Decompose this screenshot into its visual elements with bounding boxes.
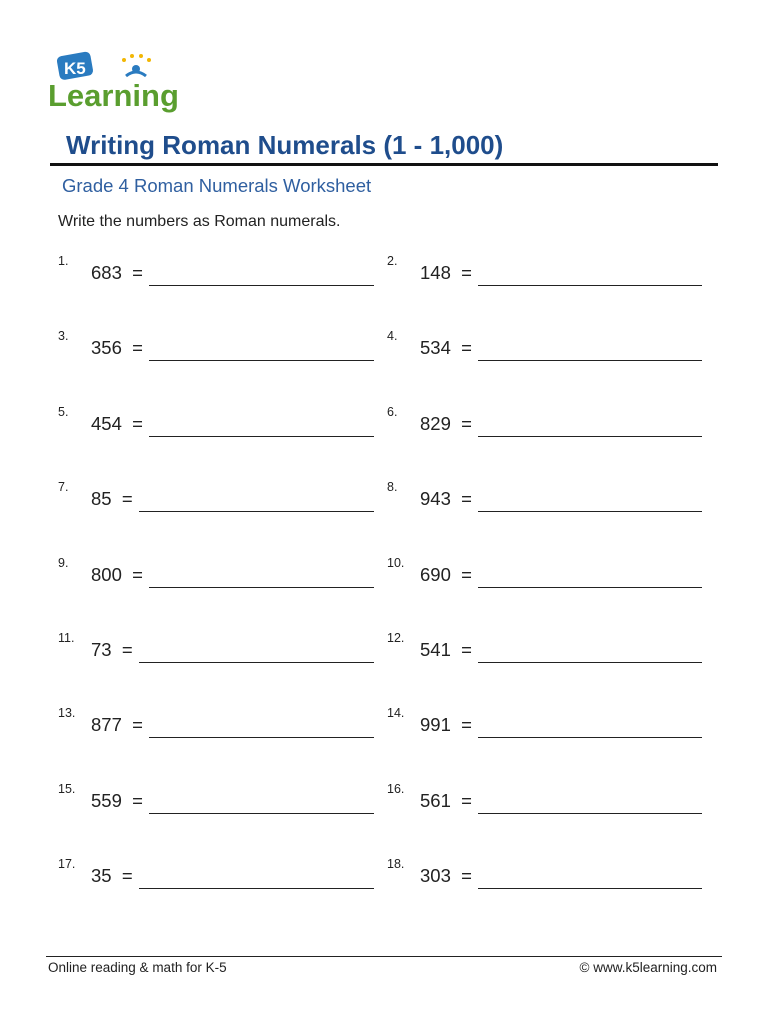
- equals-sign: =: [132, 262, 143, 283]
- equals-sign: =: [461, 789, 472, 811]
- problem-number: 2.: [387, 254, 398, 268]
- problem-expression: [420, 337, 472, 359]
- problem-expression: [420, 564, 472, 586]
- problem-number: 11.: [58, 631, 75, 645]
- problem-expression: [91, 865, 133, 887]
- problem-item: [387, 254, 717, 288]
- problem-number: 10.: [387, 555, 405, 570]
- equals-sign: =: [461, 714, 472, 736]
- problem-value: 683: [91, 262, 122, 283]
- problem-number: 7.: [58, 480, 69, 495]
- footer-divider: [46, 956, 722, 957]
- footer-website: © www.k5learning.com: [579, 960, 717, 975]
- problem-number: 8.: [387, 480, 398, 495]
- answer-line[interactable]: [478, 360, 702, 361]
- equals-sign: =: [132, 412, 143, 434]
- problem-number: 4.: [387, 329, 398, 344]
- problem-value: 943: [420, 488, 451, 510]
- instructions: Write the numbers as Roman numerals.: [58, 213, 341, 230]
- answer-line[interactable]: [478, 436, 702, 437]
- answer-line[interactable]: [149, 813, 374, 814]
- logo-word-text: Learning: [48, 78, 179, 113]
- answer-line[interactable]: [149, 285, 374, 286]
- problem-item: [58, 782, 388, 816]
- answer-line[interactable]: [478, 511, 702, 512]
- problem-item: [58, 329, 388, 363]
- problem-expression: [420, 262, 472, 284]
- problem-item: [387, 782, 717, 816]
- problem-expression: [91, 564, 143, 586]
- answer-line[interactable]: [478, 737, 702, 738]
- problem-number: 15.: [58, 781, 76, 796]
- problem-expression: [420, 639, 472, 661]
- equals-sign: =: [461, 412, 472, 434]
- footer-tagline: Online reading & math for K-5: [48, 960, 227, 975]
- equals-sign: =: [461, 262, 472, 283]
- problem-value: 454: [91, 412, 122, 434]
- problem-item: [58, 254, 388, 288]
- problem-number: 16.: [387, 781, 405, 796]
- problem-number: 1.: [58, 254, 69, 268]
- problem-expression: [420, 865, 472, 887]
- problem-item: [387, 706, 717, 740]
- problem-number: 9.: [58, 555, 69, 570]
- problem-value: 829: [420, 412, 451, 434]
- equals-sign: =: [461, 639, 472, 660]
- equals-sign: =: [132, 789, 143, 811]
- problem-value: 561: [420, 789, 451, 811]
- problem-value: 73: [91, 639, 112, 660]
- answer-line[interactable]: [149, 587, 374, 588]
- worksheet-subtitle: Grade 4 Roman Numerals Worksheet: [62, 175, 372, 196]
- problem-value: 85: [91, 488, 112, 510]
- problem-number: 12.: [387, 631, 405, 645]
- answer-line[interactable]: [478, 813, 702, 814]
- answer-line[interactable]: [478, 662, 702, 663]
- problem-item: [387, 631, 717, 665]
- equals-sign: =: [132, 714, 143, 736]
- problem-value: 877: [91, 714, 122, 736]
- problem-number: 17.: [58, 857, 76, 872]
- problem-item: [387, 480, 717, 514]
- problem-expression: [420, 488, 472, 510]
- problem-expression: [420, 714, 472, 736]
- problem-expression: [91, 337, 143, 359]
- answer-line[interactable]: [139, 662, 374, 663]
- answer-line[interactable]: [478, 888, 702, 889]
- problem-value: 541: [420, 639, 451, 660]
- problem-value: 35: [91, 865, 112, 887]
- answer-line[interactable]: [149, 360, 374, 361]
- answer-line[interactable]: [139, 511, 374, 512]
- problem-value: 303: [420, 865, 451, 887]
- problem-number: 6.: [387, 404, 398, 419]
- problem-item: [58, 405, 388, 439]
- problem-value: 534: [420, 337, 451, 359]
- problem-number: 5.: [58, 404, 69, 419]
- problem-number: 18.: [387, 857, 405, 872]
- worksheet-title: Writing Roman Numerals (1 - 1,000): [66, 130, 504, 160]
- problem-item: [387, 329, 717, 363]
- equals-sign: =: [121, 639, 133, 660]
- problem-item: [387, 556, 717, 590]
- problem-value: 559: [91, 789, 122, 811]
- answer-line[interactable]: [478, 285, 702, 286]
- equals-sign: =: [132, 563, 143, 585]
- problem-value: 800: [91, 563, 122, 585]
- equals-sign: =: [461, 563, 472, 585]
- equals-sign: =: [121, 488, 133, 510]
- equals-sign: =: [461, 337, 472, 359]
- answer-line[interactable]: [149, 737, 374, 738]
- problem-number: 13.: [58, 706, 76, 721]
- equals-sign: =: [132, 337, 143, 359]
- problem-value: 148: [420, 262, 451, 283]
- problem-expression: [91, 488, 133, 510]
- problem-item: [387, 857, 717, 891]
- answer-line[interactable]: [149, 436, 374, 437]
- answer-line[interactable]: [139, 888, 374, 889]
- problem-number: 3.: [58, 329, 69, 344]
- problem-number: 14.: [387, 706, 405, 721]
- problem-expression: [91, 262, 143, 284]
- problem-value: 356: [91, 337, 122, 359]
- problem-expression: [91, 413, 143, 435]
- problem-item: [58, 631, 388, 665]
- title-divider: [50, 163, 718, 166]
- problem-expression: [91, 639, 133, 661]
- problem-expression: [91, 714, 143, 736]
- problem-expression: [420, 790, 472, 812]
- problem-value: 991: [420, 714, 451, 736]
- equals-sign: =: [121, 865, 133, 887]
- equals-sign: =: [461, 488, 472, 510]
- problem-item: [387, 405, 717, 439]
- problem-item: [58, 706, 388, 740]
- problem-expression: [91, 790, 143, 812]
- k5-learning-logo: [46, 48, 192, 114]
- problem-value: 690: [420, 563, 451, 585]
- problem-item: [58, 857, 388, 891]
- logo-badge-text: K5: [64, 59, 86, 78]
- problem-item: [58, 480, 388, 514]
- equals-sign: =: [461, 865, 472, 887]
- answer-line[interactable]: [478, 587, 702, 588]
- problem-expression: [420, 413, 472, 435]
- problem-item: [58, 556, 388, 590]
